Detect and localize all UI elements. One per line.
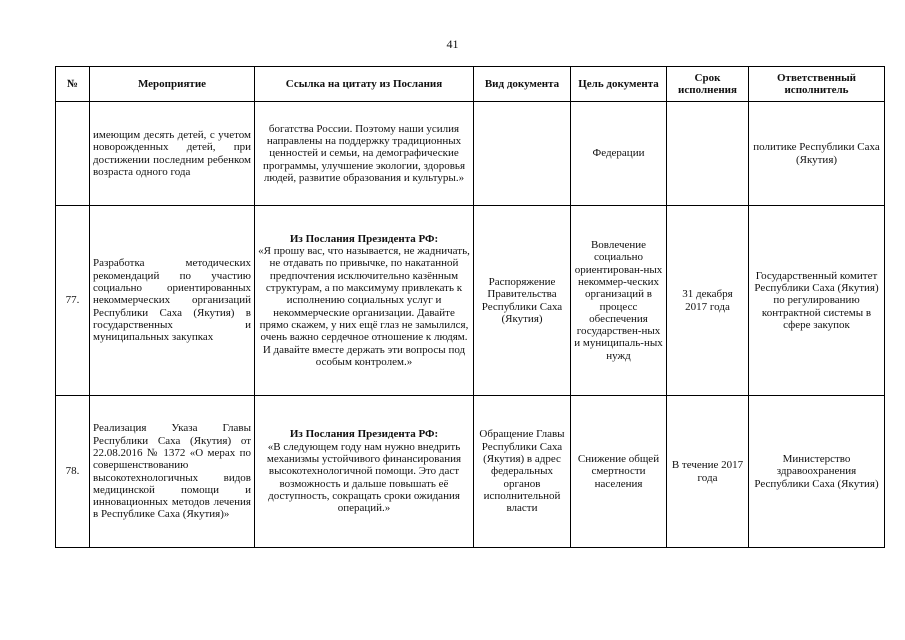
row-num: 77.: [56, 206, 90, 396]
header-event: Мероприятие: [90, 67, 255, 102]
row-quote: [255, 396, 474, 548]
row-goal: Снижение общей смертности населения: [571, 396, 667, 548]
table-row: [56, 102, 885, 206]
table-header-row: [56, 67, 885, 102]
row-doc-type: Обращение Главы Республики Саха (Якутия) в адрес федеральных органов исполнительной власти: [474, 396, 571, 548]
row-num: [56, 102, 90, 206]
table-row: [56, 396, 885, 548]
row-quote: [255, 206, 474, 396]
header-quote: Ссылка на цитату из Послания: [255, 67, 474, 102]
row-responsible: политике Республики Саха (Якутия): [749, 102, 885, 206]
quote-source-heading: Из Послания Президента РФ:: [289, 428, 439, 441]
row-deadline: [667, 102, 749, 206]
action-plan-table: [55, 66, 885, 548]
row-doc-type: [474, 102, 571, 206]
row-deadline: В течение 2017 года: [667, 396, 749, 548]
quote-text: богатства России. Поэтому наши усилия направлены на поддержку традиционных ценностей и семьи, на демографические программы, улучшение экологии, здоровья людей, развитие образования и культуры.»: [262, 122, 466, 184]
quote-source-heading: Из Послания Президента РФ:: [289, 232, 439, 245]
table-row: [56, 206, 885, 396]
header-goal: Цель документа: [571, 67, 667, 102]
row-responsible: Министерство здравоохранения Республики Саха (Якутия): [749, 396, 885, 548]
quote-text: «Я прошу вас, что называется, не жадничать, не отдавать по привычке, по накатанной предпочтения исключительно казённым структурам, а по максимуму привлекать к исполнению социальных услуг и некоммерческие организации. Давайте прямо скажем, у них ещё глаз не замылился, очень важно сердечное отношение к людям. И давайте вместе держать эти вопросы под особым контролем.»: [258, 245, 470, 368]
row-doc-type: Распоряжение Правительства Республики Саха (Якутия): [474, 206, 571, 396]
row-event: Реализация Указа Главы Республики Саха (Якутия) от 22.08.2016 № 1372 «О мерах по совершенствованию высокотехнологичных видов медицинской помощи и инновационных методов лечения в Республике Саха (Якутия)»: [90, 396, 255, 548]
header-num: №: [56, 67, 90, 102]
page-number: 41: [446, 37, 459, 51]
header-doc-type: Вид документа: [474, 67, 571, 102]
header-deadline: Срок исполнения: [667, 67, 749, 102]
row-goal: Вовлечение социально ориентирован-ных некоммер-ческих организаций в процесс обеспечения государствен-ных и муниципаль-ных нужд: [571, 206, 667, 396]
header-responsible: Ответственный исполнитель: [749, 67, 885, 102]
row-deadline: 31 декабря 2017 года: [667, 206, 749, 396]
row-num: 78.: [56, 396, 90, 548]
row-quote: [255, 102, 474, 206]
row-goal: Федерации: [571, 102, 667, 206]
quote-text: «В следующем году нам нужно внедрить механизмы устойчивого финансирования высокотехнологичной помощи. Это даст возможность и дальше повышать её доступность, сокращать сроки ожидания операций.»: [266, 440, 462, 515]
row-event: Разработка методических рекомендаций по участию социально ориентированных некоммерческих организаций Республики Саха (Якутия) в государственных и муниципальных закупках: [90, 206, 255, 396]
row-responsible: Государственный комитет Республики Саха (Якутия) по регулированию контрактной системы в сфере закупок: [749, 206, 885, 396]
row-event: имеющим десять детей, с учетом новорожденных детей, при достижении последним ребенком возраста одного года: [90, 102, 255, 206]
